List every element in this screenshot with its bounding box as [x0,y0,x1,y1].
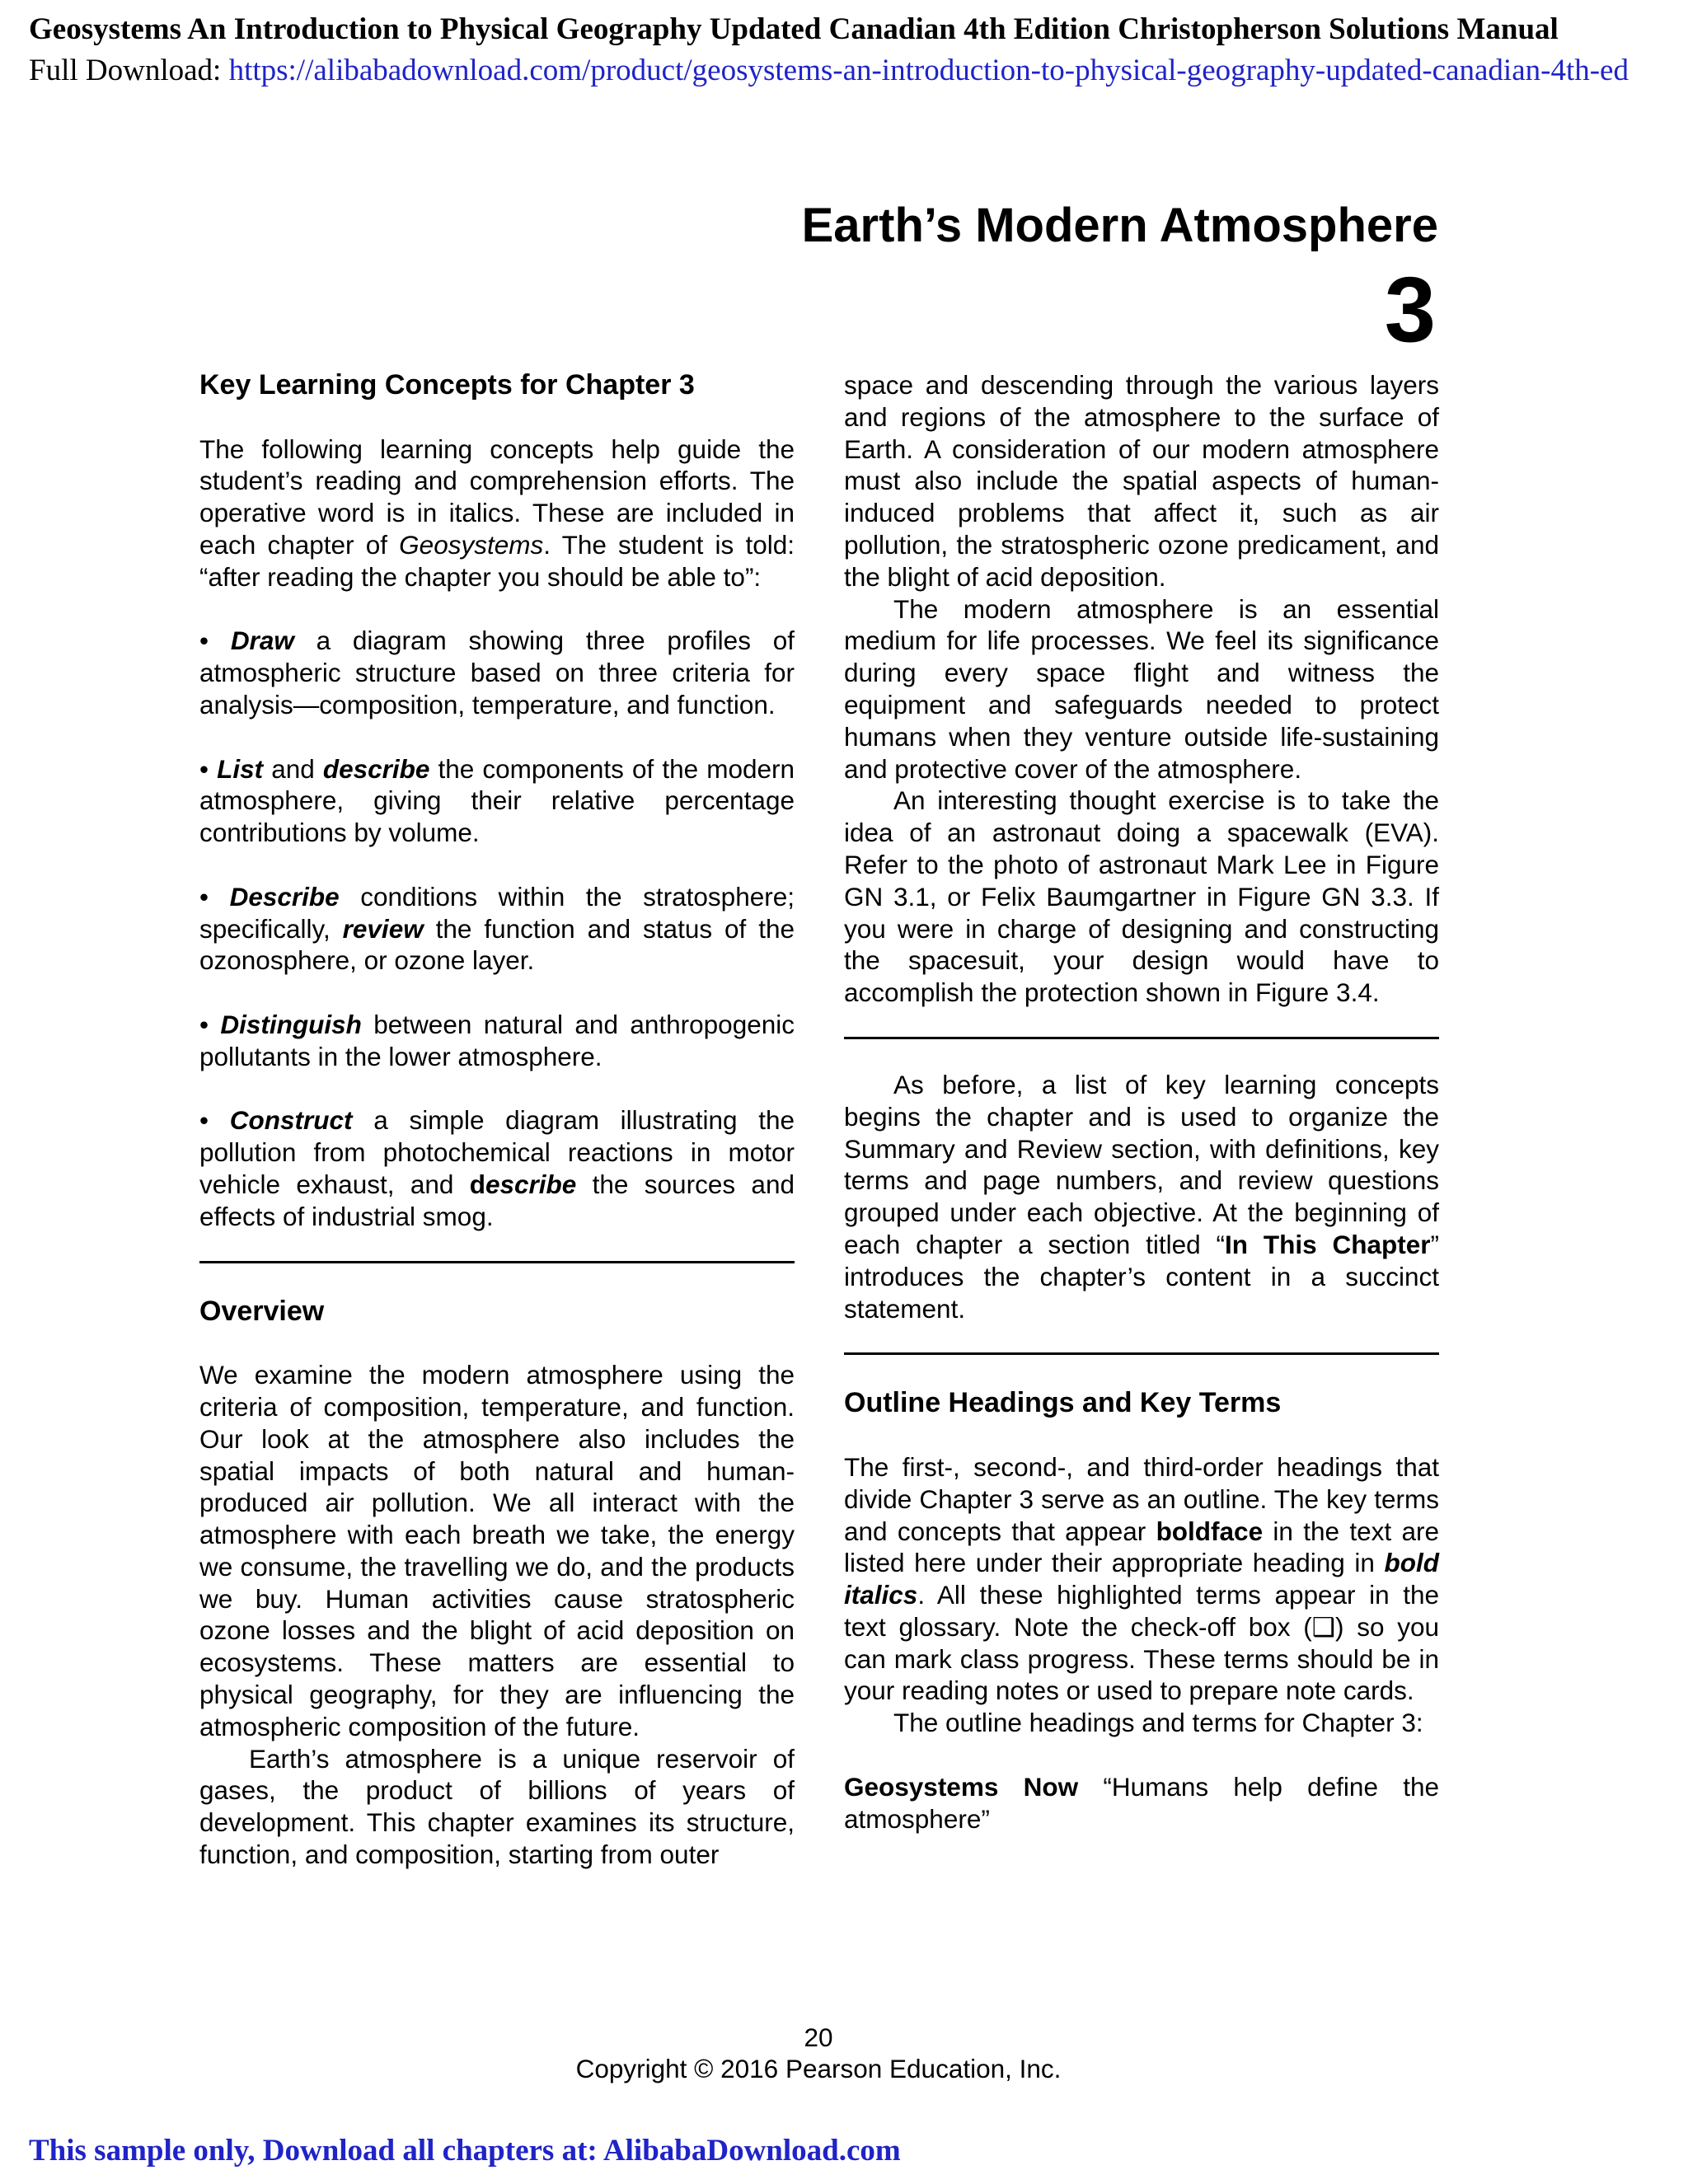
concept-text: the sources and effects of industrial smog. [199,1169,795,1231]
boldface-term: boldface [1156,1516,1264,1546]
operative-word: Describe [229,881,340,912]
bullet: • [199,1105,230,1136]
heading-outline: Outline Headings and Key Terms [844,1387,1282,1419]
banner-download [29,53,1629,88]
section-divider [199,1261,795,1263]
geosystems-now-entry [844,1771,1439,1835]
concept-text: and [263,753,323,784]
intro-paragraph [199,434,795,593]
geosystems-now-title: “Humans help define the atmosphere” [844,1771,1439,1834]
page-number: 20 [804,2022,833,2052]
operative-letter: d [469,1169,485,1199]
overview-continued: space and descending through the various layers and regions of the atmosphere to the surface of Earth. A consideration of our modern atmosphere must also include the spatial aspects of human-induced problems that affect it, such as air pollution, the stratospheric ozone predicament, and the blight of acid deposition. [844,370,1439,592]
operative-word: List [217,753,264,784]
intro-text: The following learning concepts help guide the student’s reading and comprehension efforts. The operative word is in italics. These are included in each chapter of [199,434,795,560]
paragraph-text: . All these highlighted terms appear in the text glossary. Note the check-off box ( [844,1580,1439,1642]
section-divider [844,1352,1439,1355]
concept-text: a diagram showing three profiles of atmospheric structure based on three criteria for analysis—composition, temperature, and function. [199,626,795,719]
atmosphere-medium-paragraph: The modern atmosphere is an essential medium for life processes. We feel its significance during every space flight and witness the equipment and safeguards needed to protect humans when they venture outside life-sustaining and protective cover of the atmosphere. [844,593,1439,784]
book-title: Geosystems [399,529,544,560]
operative-word: review [342,913,424,944]
concept-describe-review [199,881,795,977]
operative-word: Construct [229,1105,353,1136]
outline-intro: The outline headings and terms for Chapter 3: [893,1708,1423,1738]
concept-text: a simple diagram illustrating the pollution from photochemical reactions in motor vehicle exhaust, and [199,1105,795,1199]
concept-text: the function and status of the ozonosphere, or ozone layer. [199,913,795,976]
footer-promo: This sample only, Download all chapters at: AlibabaDownload.com [29,2134,901,2168]
heading-overview: Overview [199,1295,325,1327]
operative-word: Distinguish [220,1009,362,1039]
concept-construct [199,1104,795,1232]
in-this-chapter: In This Chapter [1225,1229,1431,1259]
download-link[interactable]: https://alibabadownload.com/product/geosystems-an-introduction-to-physical-geography-updated-canadian-4th-ed [228,54,1629,87]
paragraph-text: in the text are listed here under their appropriate heading in [844,1516,1439,1578]
banner-title: Geosystems An Introduction to Physical Geography Updated Canadian 4th Edition Christopherson Solutions Manual [29,12,1559,46]
bold-italics-term: bold italics [844,1548,1439,1610]
copyright: Copyright © 2016 Pearson Education, Inc. [575,2054,1062,2083]
operative-word: describe [322,753,430,784]
overview-paragraph-1: We examine the modern atmosphere using the criteria of composition, temperature, and function. Our look at the atmosphere also includes the spatial impacts of both natural and human-produced air pollution. We all interact with the atmosphere with each breath we take, the energy we consume, the travelling we do, and the products we buy. Human activities cause stratospheric ozone losses and the blight of acid deposition on ecosystems. These matters are essential to physical geography, for they are influencing the atmospheric composition of the future. [199,1360,795,1741]
download-label: Full Download: [29,54,229,87]
overview-paragraph-2: Earth’s atmosphere is a unique reservoir of gases, the product of billions of years of development. This chapter examines its structure, function, and composition, starting from outer [199,1743,795,1870]
heading-key-learning-concepts: Key Learning Concepts for Chapter 3 [199,369,695,401]
paragraph-text: The first-, second-, and third-order headings that divide Chapter 3 serve as an outline. The key terms and concepts that appear [844,1451,1439,1546]
concept-list-describe [199,753,795,849]
concept-text: the components of the modern atmosphere, giving their relative percentage contributions by volume. [199,753,795,848]
chapter-number: 3 [1384,258,1436,361]
intro-text-end: . The student is told: “after reading the chapter you should be able to”: [199,529,795,592]
concept-draw [199,625,795,720]
operative-word: Draw [230,626,294,656]
spacewalk-paragraph: An interesting thought exercise is to take the idea of an astronaut doing a spacewalk (EVA). Refer to the photo of astronaut Mark Lee in Figure GN 3.1, or Felix Baumgartner in Figure GN 3.3. If you were in charge of designing and constructing the spacesuit, your design would have to accomplish the protection shown in Figure 3.4. [844,785,1439,1008]
concept-text: conditions within the stratosphere; specifically, [199,881,795,944]
checkbox-icon: ❑ [1311,1611,1335,1642]
bullet: • [199,753,218,784]
concept-distinguish [199,1009,795,1073]
paragraph-text-end: ” introduces the chapter’s content in a succinct statement. [844,1229,1439,1324]
geosystems-now-label: Geosystems Now [844,1771,1079,1802]
right-column [844,369,1439,1835]
bullet: • [199,1009,221,1039]
outline-paragraph [844,1451,1439,1707]
chapter-title: Earth’s Modern Atmosphere [801,199,1438,252]
left-column [199,369,795,1871]
bullet: • [199,881,230,912]
concept-text: between natural and anthropogenic pollutants in the lower atmosphere. [199,1009,795,1071]
section-divider [844,1037,1439,1039]
learning-concepts-paragraph [844,1069,1439,1324]
operative-word: escribe [485,1169,577,1199]
paragraph-text: As before, a list of key learning concepts begins the chapter and is used to organize the Summary and Review section, with definitions, key terms and page numbers, and review questions grouped under each objective. At the beginning of each chapter a section titled “ [844,1069,1439,1259]
paragraph-text-end: ) so you can mark class progress. These terms should be in your reading notes or used to prepare note cards. [844,1611,1439,1706]
bullet: • [199,626,231,656]
